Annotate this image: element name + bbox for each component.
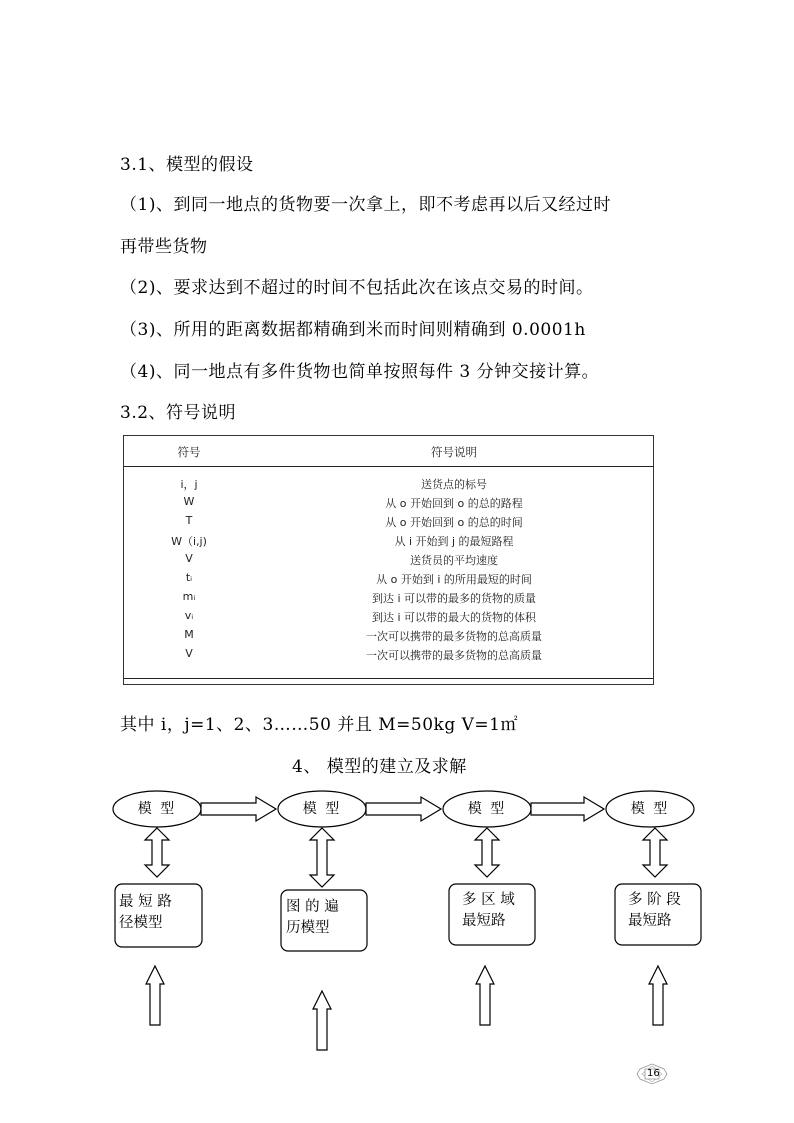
- up-arrow-icon: [146, 966, 164, 1025]
- table-cell-description: 从 o 开始回到 o 的总的时间: [385, 516, 523, 529]
- table-header-divider: [124, 466, 653, 467]
- right-arrow-icon: [531, 797, 604, 821]
- model-flow-diagram: [0, 780, 794, 1070]
- table-cell-symbol: W（i,j): [171, 535, 207, 548]
- multi-region-shortest-path-label: 多 区 域 最短路: [462, 892, 515, 929]
- model-node-label: 模 型: [137, 801, 177, 817]
- graph-traversal-model-label: 图 的 遍 历模型: [286, 899, 339, 936]
- double-arrow-icon: [145, 828, 169, 877]
- table-cell-description: 到达 i 可以带的最多的货物的质量: [371, 592, 537, 605]
- table-cell-symbol: mᵢ: [182, 590, 196, 603]
- assumption-1-line-2: 再带些货物: [120, 237, 208, 257]
- table-cell-description: 一次可以携带的最多货物的总高质量: [366, 630, 542, 643]
- table-header-symbol: 符号: [177, 445, 201, 459]
- double-arrow-icon: [643, 828, 667, 877]
- section-3-2-title: 3.2、符号说明: [120, 403, 237, 423]
- table-cell-symbol: i，j: [180, 478, 198, 491]
- assumption-3: （3)、所用的距离数据都精确到米而时间则精确到 0.0001h: [120, 320, 586, 340]
- double-arrow-icon: [475, 828, 499, 877]
- table-cell-symbol: V: [185, 552, 193, 565]
- assumption-2: （2)、要求达到不超过的时间不包括此次在该点交易的时间。: [120, 278, 594, 298]
- table-header-description: 符号说明: [431, 445, 477, 459]
- double-arrow-icon: [310, 828, 334, 887]
- right-arrow-icon: [201, 797, 276, 821]
- model-node-label: 模 型: [630, 801, 670, 817]
- table-cell-description: 从 o 开始回到 o 的总的路程: [385, 497, 523, 510]
- table-cell-description: 送货点的标号: [421, 478, 487, 491]
- table-cell-symbol: V: [185, 647, 193, 660]
- table-cell-description: 送货员的平均速度: [410, 554, 498, 567]
- table-cell-symbol: tᵢ: [185, 571, 193, 584]
- table-cell-symbol: W: [183, 495, 195, 508]
- page-number-badge: [636, 1063, 668, 1085]
- up-arrow-icon: [649, 966, 667, 1025]
- table-bottom-rule: [124, 678, 653, 679]
- table-cell-symbol: M: [184, 628, 194, 641]
- section-3-1-title: 3.1、模型的假设: [120, 155, 254, 175]
- model-node-label: 模 型: [467, 801, 507, 817]
- variable-range-note: 其中 i，j=1、2、3……50 并且 M=50kg V=1㎡: [120, 715, 518, 735]
- up-arrow-icon: [313, 991, 331, 1050]
- assumption-1-line-1: （1)、到同一地点的货物要一次拿上，即不考虑再以后又经过时: [120, 195, 611, 215]
- table-cell-description: 从 i 开始到 j 的最短路程: [394, 535, 514, 548]
- right-arrow-icon: [366, 797, 441, 821]
- section-4-title: 4、 模型的建立及求解: [292, 757, 467, 777]
- table-cell-symbol: T: [185, 514, 193, 527]
- assumption-4: （4)、同一地点有多件货物也简单按照每件 3 分钟交接计算。: [120, 362, 600, 382]
- up-arrow-icon: [476, 966, 494, 1025]
- page-number: 16: [647, 1068, 660, 1079]
- table-cell-symbol: vᵢ: [184, 609, 194, 622]
- table-cell-description: 一次可以携带的最多货物的总高质量: [366, 649, 542, 662]
- table-cell-description: 到达 i 可以带的最大的货物的体积: [371, 611, 537, 624]
- model-node-label: 模 型: [302, 801, 342, 817]
- multi-stage-shortest-path-label: 多 阶 段 最短路: [628, 892, 681, 929]
- symbol-table: [123, 435, 654, 685]
- shortest-path-model-label: 最 短 路 径模型: [119, 894, 172, 931]
- table-cell-description: 从 o 开始到 i 的所用最短的时间: [376, 573, 532, 586]
